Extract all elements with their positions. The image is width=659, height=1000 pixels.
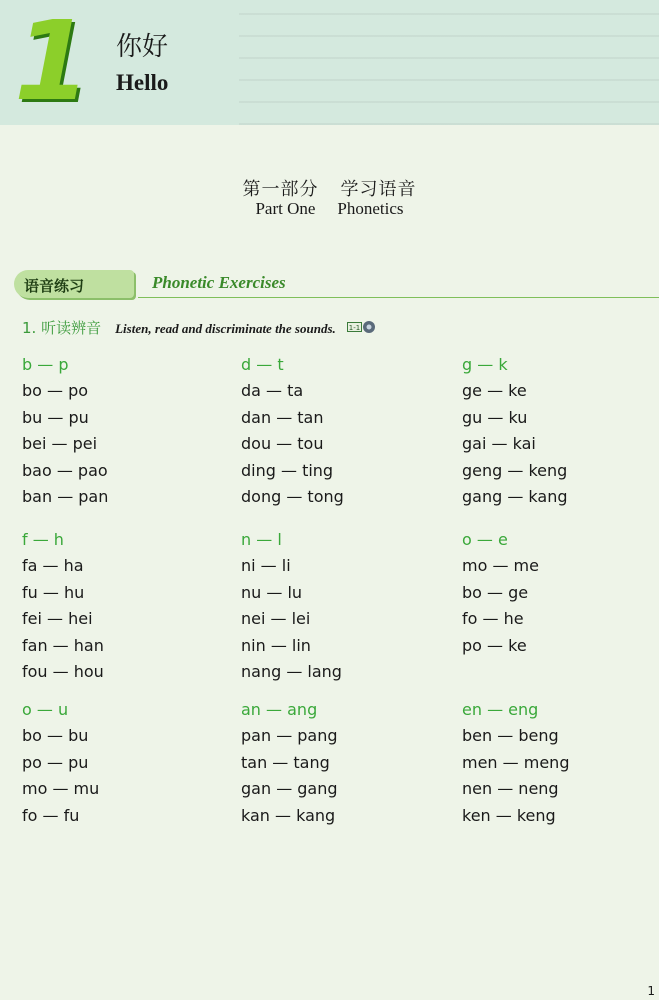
sound-group bbox=[462, 352, 568, 511]
sound-group bbox=[22, 352, 108, 511]
syllable-pair: nei — lei bbox=[241, 609, 311, 628]
section-title-cn: 语音练习 bbox=[24, 277, 85, 295]
syllable-pair: fou — hou bbox=[22, 662, 104, 681]
sound-group bbox=[22, 527, 104, 686]
lesson-title-cn: 你好 bbox=[116, 32, 169, 62]
section-tab bbox=[14, 270, 134, 298]
part-title-cn bbox=[0, 175, 659, 201]
syllable-pair: ban — pan bbox=[22, 487, 109, 506]
syllable-pair: po — pu bbox=[22, 752, 89, 772]
part-title-cn-2: 学习语音 bbox=[340, 179, 417, 200]
header-background-pattern bbox=[239, 0, 659, 125]
syllable-pair: fa — ha bbox=[22, 556, 84, 575]
section-title-en: Phonetic Exercises bbox=[152, 273, 286, 292]
syllable-pair: ni — li bbox=[241, 556, 291, 575]
syllable-pair: da — ta bbox=[241, 381, 304, 400]
sound-group bbox=[241, 352, 344, 511]
syllable-pair: gu — ku bbox=[462, 407, 528, 427]
syllable-pair: bu — pu bbox=[22, 407, 89, 427]
lesson-number: 1 bbox=[14, 0, 91, 125]
part-title-cn-1: 第一部分 bbox=[242, 179, 319, 200]
syllable-pair: fo — he bbox=[462, 609, 524, 628]
syllable-pair: dou — tou bbox=[241, 434, 324, 453]
syllable-pair: fu — hu bbox=[22, 582, 85, 602]
syllable-pair: ben — beng bbox=[462, 726, 559, 745]
syllable-pair: gan — gang bbox=[241, 779, 338, 798]
syllable-pair: nu — lu bbox=[241, 582, 303, 602]
syllable-pair: ding — ting bbox=[241, 460, 334, 480]
sound-group bbox=[462, 527, 539, 659]
syllable-pair: bao — pao bbox=[22, 460, 108, 480]
group-heading: o — e bbox=[462, 530, 508, 549]
syllable-pair: bei — pei bbox=[22, 434, 98, 453]
part-title-en-1: Part One bbox=[255, 199, 316, 218]
audio-icon-label: 1-1 bbox=[348, 324, 361, 332]
sound-group bbox=[241, 527, 342, 686]
lesson-header bbox=[0, 0, 659, 125]
syllable-pair: mo — me bbox=[462, 556, 539, 575]
syllable-pair: men — meng bbox=[462, 752, 570, 772]
syllable-pair: gang — kang bbox=[462, 487, 568, 506]
syllable-pair: tan — tang bbox=[241, 752, 330, 772]
syllable-pair: nin — lin bbox=[241, 635, 311, 655]
group-heading: d — t bbox=[241, 355, 284, 374]
syllable-pair: fan — han bbox=[22, 635, 104, 655]
syllable-pair: nang — lang bbox=[241, 662, 342, 681]
group-heading: o — u bbox=[22, 700, 69, 719]
sound-group bbox=[22, 697, 99, 829]
syllable-pair: bo — ge bbox=[462, 582, 529, 602]
exercise-number: 1. 听读辨音 bbox=[22, 319, 102, 337]
syllable-pair: gai — kai bbox=[462, 434, 536, 453]
syllable-pair: ken — keng bbox=[462, 805, 556, 825]
group-heading: f — h bbox=[22, 530, 64, 549]
syllable-pair: dan — tan bbox=[241, 407, 324, 427]
group-heading: an — ang bbox=[241, 700, 318, 719]
syllable-pair: fo — fu bbox=[22, 805, 80, 825]
syllable-pair: geng — keng bbox=[462, 460, 568, 480]
syllable-pair: pan — pang bbox=[241, 726, 338, 745]
syllable-pair: po — ke bbox=[462, 635, 527, 655]
exercise-instruction bbox=[22, 317, 377, 338]
syllable-pair: dong — tong bbox=[241, 487, 344, 506]
sound-group bbox=[241, 697, 338, 829]
sound-group bbox=[462, 697, 569, 829]
group-heading: en — eng bbox=[462, 700, 539, 719]
syllable-pair: ge — ke bbox=[462, 381, 527, 400]
group-heading: b — p bbox=[22, 355, 69, 374]
exercise-instruction-en: Listen, read and discriminate the sounds. bbox=[115, 321, 336, 336]
page-number: 1 bbox=[647, 984, 655, 998]
group-heading: g — k bbox=[462, 355, 508, 374]
group-heading: n — l bbox=[241, 530, 282, 549]
syllable-pair: nen — neng bbox=[462, 779, 559, 798]
syllable-pair: bo — po bbox=[22, 381, 89, 400]
syllable-pair: bo — bu bbox=[22, 726, 89, 745]
part-title-en-2: Phonetics bbox=[337, 199, 404, 218]
syllable-pair: mo — mu bbox=[22, 779, 100, 798]
audio-icon[interactable] bbox=[347, 319, 377, 338]
section-divider bbox=[138, 297, 659, 298]
lesson-title-en: Hello bbox=[116, 70, 169, 95]
part-title-en bbox=[0, 199, 659, 219]
syllable-pair: fei — hei bbox=[22, 609, 93, 628]
syllable-pair: kan — kang bbox=[241, 805, 336, 825]
